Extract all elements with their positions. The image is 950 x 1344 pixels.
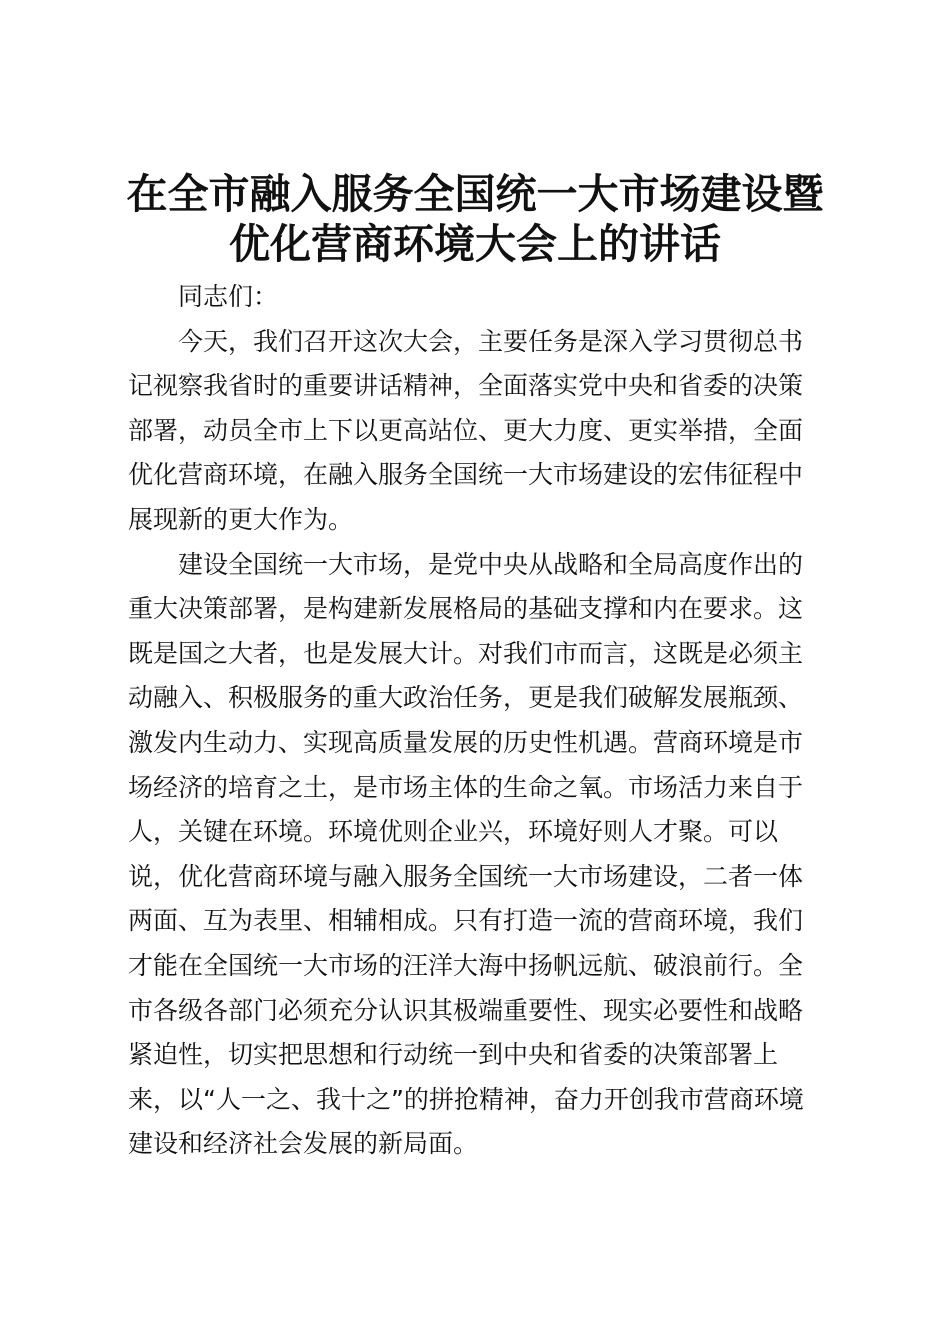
paragraph-line: 建设全国统一大市场，是党中央从战略和全局高度作出的 [178, 549, 804, 579]
paragraph-line: 重大决策部署，是构建新发展格局的基础支撑和内在要求。这 [128, 594, 804, 624]
paragraph-line: 记视察我省时的重要讲话精神，全面落实党中央和省委的决策 [128, 371, 804, 401]
paragraph-line: 动融入、积极服务的重大政治任务，更是我们破解发展瓶颈、 [128, 683, 804, 713]
paragraph-line: 说，优化营商环境与融入服务全国统一大市场建设，二者一体 [128, 861, 804, 891]
document-title-line-2: 优化营商环境大会上的讲话 [229, 220, 721, 268]
paragraph-line: 人，关键在环境。环境优则企业兴，环境好则人才聚。可以 [128, 817, 779, 847]
document-body [128, 275, 828, 1167]
paragraph-line: 展现新的更大作为。 [128, 504, 354, 534]
paragraph-line: 部署，动员全市上下以更高站位、更大力度、更实举措，全面 [128, 415, 804, 445]
salutation: 同志们： [178, 282, 279, 311]
paragraph-line: 才能在全国统一大市场的汪洋大海中扬帆远航、破浪前行。全 [128, 950, 804, 980]
paragraph-line: 建设和经济社会发展的新局面。 [128, 1129, 479, 1159]
paragraph-line: 两面、互为表里、相辅相成。只有打造一流的营商环境，我们 [128, 906, 804, 936]
paragraph-line: 优化营商环境，在融入服务全国统一大市场建设的宏伟征程中 [128, 460, 804, 490]
paragraph-line: 既是国之大者，也是发展大计。对我们市而言，这既是必须主 [128, 638, 804, 668]
paragraph-line: 今天，我们召开这次大会，主要任务是深入学习贯彻总书 [178, 326, 804, 356]
document-title-line-1: 在全市融入服务全国统一大市场建设暨 [126, 170, 824, 218]
paragraph-line: 场经济的培育之土，是市场主体的生命之氧。市场活力来自于 [128, 772, 804, 802]
paragraph-line: 市各级各部门必须充分认识其极端重要性、现实必要性和战略 [128, 995, 804, 1025]
paragraph-line: 激发内生动力、实现高质量发展的历史性机遇。营商环境是市 [128, 727, 804, 757]
paragraph-line: 来，以“人一之、我十之”的拼抢精神，奋力开创我市营商环境 [128, 1084, 804, 1114]
paragraph-line: 紧迫性，切实把思想和行动统一到中央和省委的决策部署上 [128, 1040, 779, 1070]
